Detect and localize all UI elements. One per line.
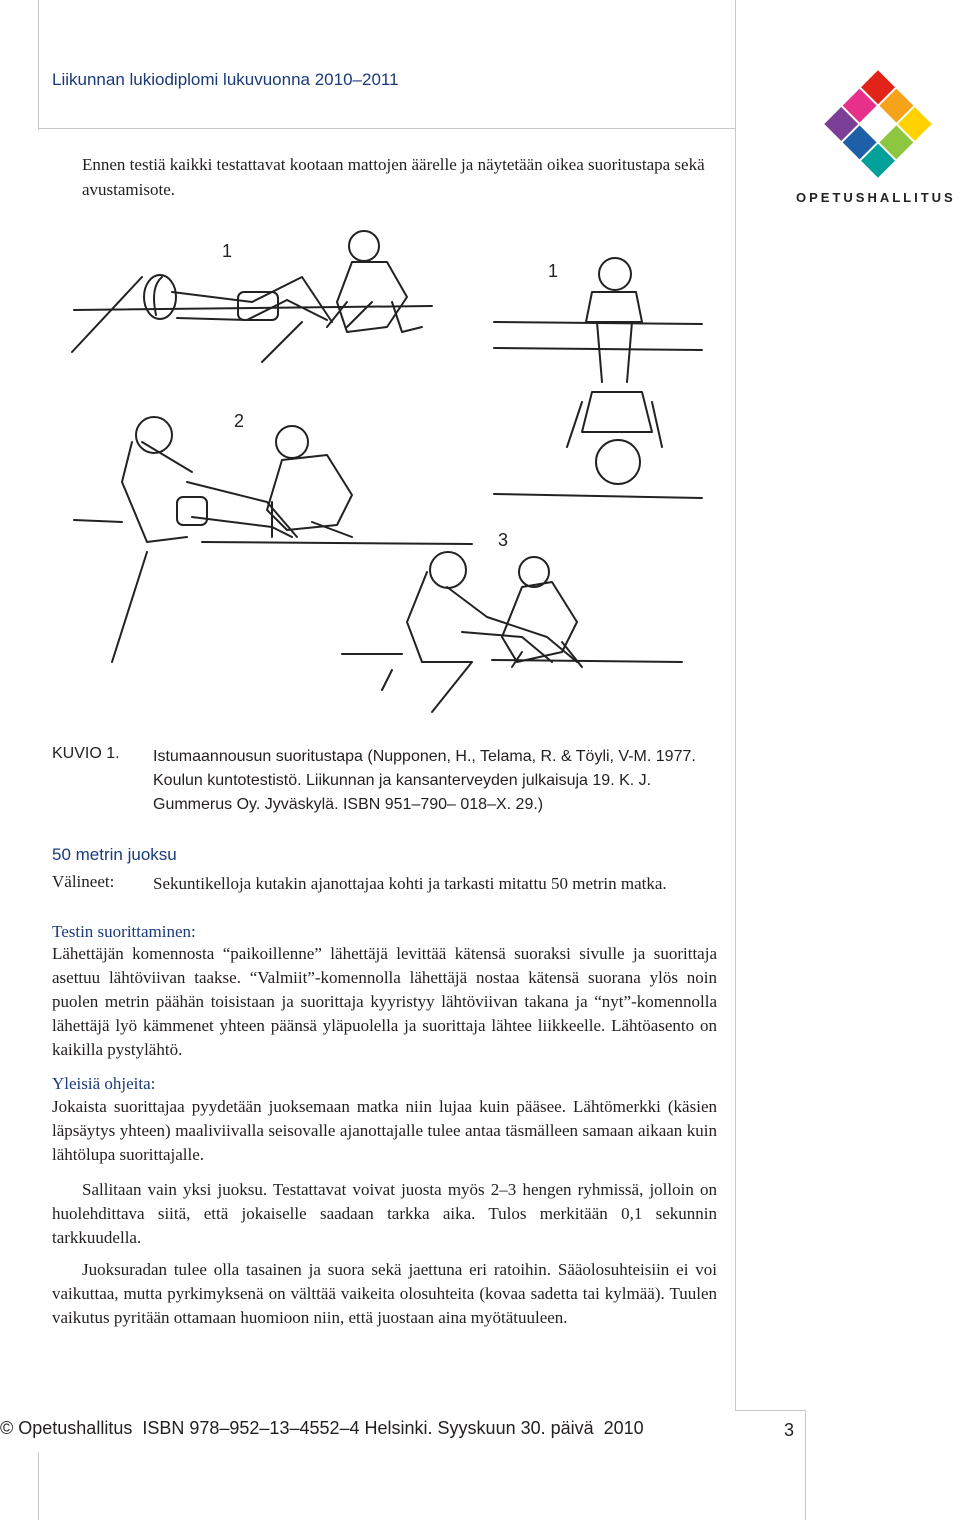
- frame-line-left: [38, 0, 39, 130]
- scene-top-view: [494, 258, 702, 498]
- equipment-text: Sekuntikelloja kutakin ajanottajaa kohti ja tarkasti mitattu 50 metrin matka.: [153, 874, 667, 893]
- figure-label-2: 2: [234, 411, 245, 431]
- opetushallitus-logo: [822, 68, 934, 180]
- logo-wordmark: OPETUSHALLITUS: [796, 190, 956, 205]
- performance-label: Testin suorittaminen:: [52, 922, 196, 941]
- page-number: 3: [784, 1420, 795, 1440]
- single-run-paragraph: Sallitaan vain yksi juoksu. Testattavat voivat juosta myös 2–3 hengen ryhmissä, jolloin on huolehdittava siitä, että jokaiselle saadaan tarkka aika. Tulos merkitään 0,1 sekunnin tarkkuudella.: [52, 1180, 717, 1247]
- header-title: Liikunnan lukiodiplomi lukuvuonna 2010–2011: [52, 70, 399, 89]
- general-instructions-text: Jokaista suorittajaa pyydetään juoksemaan matka niin lujaa kuin pääsee. Lähtömerkki (käsien läpsäytys yhteen) maaliviivalla seisovalle ajanottajalle tulee antaa täsmälleen samaan aikaan kuin lähtölupa suorittajalle.: [52, 1097, 717, 1164]
- figure-caption-text: Istumaannousun suoritustapa (Nupponen, H., Telama, R. & Töyli, V-M. 1977. Koulun kuntotestistö. Liikunnan ja kansanterveyden julkaisuja 19. K. J. Gummerus Oy. Jyväskylä. ISBN 951–790– 018–X. 29.): [153, 748, 696, 813]
- figure-label-1b: 1: [548, 261, 559, 281]
- equipment-label: Välineet:: [52, 872, 115, 891]
- performance-text: Lähettäjän komennosta “paikoillenne” lähettäjä levittää kätensä suoraksi sivulle ja suorittaja asettuu lähtöviivan taakse. “Valmiit”-komennolla lähettäjä nostaa kätensä suorana ylös noin puolen metrin päähän toisistaan ja suorittaja kyyristyy lähtöviivan takana ja “nyt”-komennolla lähettäjä lyö kämmenet yhteen päänsä yläpuolella ja suorittaja lähtee liikkeelle. Lähtöasento on kaikilla pystylähtö.: [52, 944, 717, 1059]
- scene-sitting-up: [342, 552, 682, 712]
- footer-copyright: © Opetushallitus ISBN 978–952–13–4552–4 Helsinki. Syyskuun 30. päivä 2010: [0, 1418, 644, 1438]
- intro-paragraph: Ennen testiä kaikki testattavat kootaan mattojen äärelle ja näytetään oikea suoritustapa sekä avustamisote.: [82, 155, 705, 199]
- frame-line-footer-right: [805, 1410, 806, 1520]
- section-heading: 50 metrin juoksu: [52, 845, 177, 864]
- general-instructions-label: Yleisiä ohjeita:: [52, 1074, 156, 1093]
- figure-label-3: 3: [498, 530, 509, 550]
- frame-line-footer-left: [38, 1452, 39, 1520]
- frame-line-right: [735, 0, 736, 1410]
- figure-label-1a: 1: [222, 241, 233, 261]
- frame-line-footer: [735, 1410, 805, 1411]
- scene-start-position: [72, 231, 432, 362]
- track-paragraph: Juoksuradan tulee olla tasainen ja suora sekä jaettuna eri ratoihin. Sääolosuhteisiin ei voi vaikuttaa, mutta pyrkimyksenä on välttää vaikeita olosuhteita (kovaa sadetta tai kylmää). Tuulen vaikutus pyritään ottamaan huomioon niin, että juostaan aina myötätuuleen.: [52, 1260, 717, 1327]
- scene-midway: [74, 417, 472, 662]
- frame-line-top: [38, 128, 735, 129]
- situp-illustration: [52, 222, 732, 722]
- figure-caption-label: KUVIO 1.: [52, 745, 120, 762]
